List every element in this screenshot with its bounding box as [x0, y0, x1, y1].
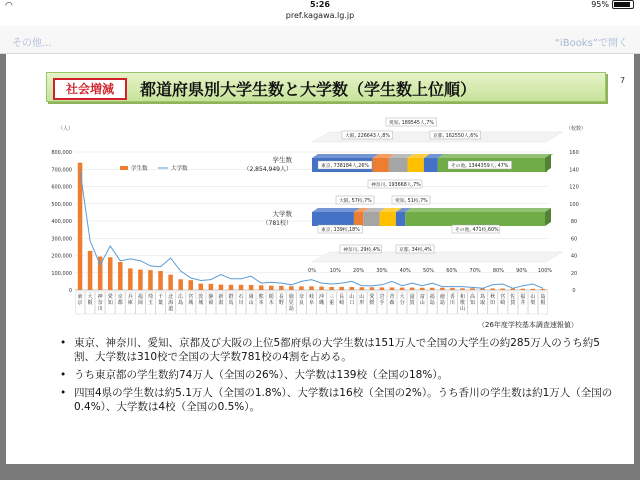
- x-tick-label: 長野: [278, 294, 284, 306]
- x-tick-label: 兵庫: [127, 294, 133, 306]
- stack-segment: [389, 158, 408, 172]
- stack-segment: [354, 212, 363, 226]
- x-tick-label: 秋田: [490, 294, 496, 306]
- inset-x-tick-label: 30%: [376, 268, 388, 274]
- x-tick-label: 神奈川: [97, 294, 103, 312]
- bar-students: [219, 285, 224, 290]
- point-universities: [412, 283, 413, 284]
- y2-tick-label: 100: [569, 201, 579, 208]
- point-universities: [291, 284, 292, 285]
- data-label: 東京, 738184人,26%: [321, 164, 369, 169]
- x-tick-label: 広島: [178, 294, 184, 306]
- data-label: 神奈川, 193668人,7%: [371, 183, 421, 188]
- bar-students: [199, 284, 204, 290]
- y-tick-label: 700,000: [51, 167, 72, 174]
- x-tick-label: 愛知: [107, 294, 113, 306]
- row-label: 大学数: [272, 210, 292, 218]
- wifi-icon: ◠: [5, 1, 13, 11]
- x-tick-label: 埼玉: [147, 294, 153, 306]
- bar-students: [128, 268, 133, 290]
- point-universities: [442, 286, 443, 287]
- data-label: 京都, 162550人,6%: [433, 134, 478, 139]
- data-label: その他, 1344359人, 47%: [451, 164, 509, 169]
- x-tick-label: 愛媛: [369, 294, 375, 306]
- x-tick-label: 福島: [429, 294, 435, 306]
- y2-tick-label: 40: [570, 253, 578, 260]
- bar-students: [349, 287, 354, 290]
- data-label: その他, 471校,60%: [455, 228, 499, 233]
- bar-students: [178, 279, 183, 290]
- bar-students: [430, 288, 435, 290]
- bar-students: [148, 270, 153, 290]
- data-label: 愛知, 51校,7%: [395, 199, 428, 204]
- x-tick-label: 新潟: [218, 294, 224, 306]
- inset-x-tick-label: 70%: [469, 268, 481, 274]
- bar-students: [450, 288, 455, 290]
- bar-students: [209, 284, 214, 290]
- point-universities: [522, 285, 523, 286]
- x-tick-label: 山口: [349, 294, 355, 306]
- bar-students: [138, 270, 143, 290]
- bar-students: [521, 289, 526, 290]
- x-tick-label: 滋賀: [409, 294, 415, 306]
- y2-tick-label: 80: [570, 219, 578, 225]
- bar-students: [511, 289, 516, 290]
- bar-students: [460, 288, 465, 290]
- stack-segment: [408, 158, 424, 172]
- y2-axis-label: （校数）: [566, 126, 587, 132]
- x-tick-label: 和歌山: [459, 294, 465, 312]
- bar-students: [531, 289, 536, 290]
- stack-segment-top: [438, 154, 554, 158]
- y-tick-label: 100,000: [51, 270, 72, 277]
- bar-students: [309, 286, 314, 290]
- point-universities: [543, 288, 544, 289]
- bar-students: [108, 257, 113, 290]
- point-universities: [341, 283, 342, 284]
- legend-students: 学生数: [131, 166, 148, 172]
- inset-x-tick-label: 80%: [492, 268, 504, 274]
- bar-students: [188, 280, 193, 290]
- y-tick-label: 500,000: [51, 201, 72, 208]
- x-tick-label: 栃木: [268, 294, 274, 306]
- bar-students: [168, 275, 173, 290]
- data-label: 東京, 139校,18%: [321, 228, 360, 233]
- bar-students: [329, 287, 334, 290]
- point-universities: [170, 258, 171, 259]
- inset-x-tick-label: 10%: [329, 268, 341, 274]
- x-tick-label: 福井: [520, 294, 526, 306]
- bar-students: [259, 285, 264, 290]
- stack-segment: [405, 212, 545, 226]
- legend-universities: 大学数: [171, 166, 188, 172]
- y2-tick-label: 60: [570, 236, 578, 243]
- y2-tick-label: 20: [570, 270, 578, 277]
- x-tick-label: 北海道: [168, 294, 174, 312]
- point-universities: [331, 284, 332, 285]
- inset-x-tick-label: 50%: [422, 268, 435, 274]
- y2-tick-label: 160: [569, 150, 579, 156]
- inset-x-tick-label: 60%: [446, 268, 458, 274]
- x-tick-label: 佐賀: [510, 294, 516, 306]
- bar-students: [158, 271, 163, 290]
- bar-students: [541, 289, 546, 290]
- bar-students: [400, 288, 405, 290]
- row-label: 学生数: [272, 156, 292, 164]
- x-tick-label: 茨城: [198, 294, 204, 306]
- bullet-list: [58, 336, 618, 418]
- legend-swatch-students: [120, 166, 128, 170]
- x-tick-label: 静岡: [208, 294, 214, 306]
- bar-students: [370, 287, 375, 290]
- x-tick-label: 山梨: [530, 294, 536, 306]
- stack-segment: [312, 212, 354, 226]
- stack-segment-top: [312, 208, 360, 212]
- bar-students: [229, 285, 234, 290]
- x-tick-label: 大阪: [87, 294, 93, 306]
- y-tick-label: 600,000: [51, 184, 72, 191]
- y2-tick-label: 140: [569, 167, 579, 174]
- row-sublabel: （781校）: [262, 220, 292, 227]
- bar-students: [339, 287, 344, 290]
- point-universities: [221, 274, 222, 275]
- data-label: 大阪, 226643人,8%: [345, 134, 390, 139]
- bullet-item: • 東京、神奈川、愛知、京都及び大阪の上位5都府県の大学生数は151万人で全国の大学生の約285万人のうち約5割、大学数は310校で全国の大学数781校の4割を占める。: [58, 336, 618, 364]
- bar-students: [360, 287, 365, 290]
- x-tick-label: 岩手: [379, 294, 385, 306]
- x-tick-label: 京都: [117, 294, 123, 306]
- point-universities: [80, 170, 81, 171]
- x-tick-label: 三重: [329, 294, 335, 306]
- point-universities: [382, 284, 383, 285]
- bar-students: [490, 288, 495, 290]
- point-universities: [533, 284, 534, 285]
- data-label: 京都, 34校,4%: [399, 248, 432, 253]
- x-tick-label: 富山: [419, 294, 425, 306]
- point-universities: [200, 280, 201, 281]
- stack-segment: [396, 212, 405, 226]
- y-tick-label: 300,000: [51, 236, 72, 243]
- x-tick-label: 岡山: [248, 294, 254, 306]
- y-tick-label: 800,000: [51, 150, 72, 156]
- stack-segment: [363, 212, 379, 226]
- bar-students: [420, 288, 425, 290]
- point-universities: [210, 279, 211, 280]
- y-tick-label: 0: [68, 288, 72, 294]
- inset-x-tick-label: 90%: [516, 268, 528, 274]
- y-axis-label: （人）: [58, 126, 74, 132]
- stack-segment-top: [312, 154, 379, 158]
- bar-students: [239, 285, 244, 290]
- x-tick-label: 奈良: [298, 294, 304, 306]
- bar-students: [440, 288, 445, 290]
- point-universities: [402, 285, 403, 286]
- y2-tick-label: 0: [572, 288, 576, 294]
- x-tick-label: 山形: [359, 294, 365, 306]
- stack-segment: [380, 212, 396, 226]
- point-universities: [351, 281, 352, 282]
- open-in-ibooks-button[interactable]: “iBooks”で開く: [554, 38, 628, 49]
- row-sublabel: （2,854,949人）: [243, 166, 292, 173]
- point-universities: [512, 288, 513, 289]
- point-universities: [90, 240, 91, 241]
- x-tick-label: 鹿児島: [288, 294, 294, 312]
- point-universities: [120, 260, 121, 261]
- x-tick-label: 東京: [77, 294, 83, 306]
- slide-title: 都道府県別大学生数と大学数（学生数上位順）: [140, 80, 477, 99]
- x-tick-label: 長崎: [339, 294, 345, 306]
- x-tick-label: 福岡: [137, 294, 143, 306]
- point-universities: [190, 278, 191, 279]
- point-universities: [462, 286, 463, 287]
- bar-students: [390, 287, 395, 290]
- point-universities: [301, 281, 302, 282]
- stack-segment: [424, 158, 438, 172]
- point-universities: [271, 282, 272, 283]
- point-universities: [502, 284, 503, 285]
- point-universities: [492, 284, 493, 285]
- bar-students: [410, 288, 415, 290]
- point-universities: [482, 288, 483, 289]
- point-universities: [452, 286, 453, 287]
- point-universities: [432, 283, 433, 284]
- point-universities: [321, 283, 322, 284]
- point-universities: [160, 266, 161, 267]
- source-note: （26年度学校基本調査速報値）: [478, 321, 578, 329]
- point-universities: [251, 276, 252, 277]
- address-bar[interactable]: pref.kagawa.lg.jp: [285, 11, 355, 20]
- status-time: 5:26: [310, 0, 330, 9]
- bar-students: [299, 286, 304, 290]
- x-tick-label: 高知: [470, 294, 476, 306]
- inset-x-tick-label: 20%: [353, 268, 365, 274]
- point-universities: [371, 285, 372, 286]
- battery-percent: 95%: [591, 0, 609, 9]
- point-universities: [472, 287, 473, 288]
- x-tick-label: 宮城: [188, 294, 194, 306]
- point-universities: [261, 283, 262, 284]
- x-tick-label: 島根: [540, 294, 546, 306]
- bar-students: [279, 286, 284, 290]
- y-tick-label: 200,000: [51, 253, 72, 260]
- back-button[interactable]: その他...: [12, 38, 52, 49]
- stack-segment: [373, 158, 389, 172]
- x-tick-label: 熊本: [258, 294, 264, 306]
- bar-students: [380, 287, 385, 290]
- bar-students: [319, 287, 324, 290]
- data-label: 愛知, 189545人,7%: [389, 121, 434, 126]
- data-label: 神奈川, 29校,4%: [343, 248, 381, 253]
- bar-students: [88, 251, 93, 290]
- point-universities: [150, 265, 151, 266]
- x-tick-label: 群馬: [228, 294, 234, 306]
- bar-students: [500, 289, 505, 290]
- point-universities: [100, 265, 101, 266]
- data-label: 大阪, 57校,7%: [339, 199, 372, 204]
- bullet-item: • 四国4県の学生数は約5.1万人（全国の1.8%）、大学数は16校（全国の2%）。うち香川の学生数は約1万人（全国の0.4%）、大学数は4校（全国の0.5%）。: [58, 386, 618, 414]
- bar-students: [118, 262, 123, 290]
- bar-students: [289, 286, 294, 290]
- bar-students: [249, 285, 254, 290]
- x-tick-label: 岐阜: [308, 294, 315, 306]
- inset-x-tick-label: 100%: [537, 268, 553, 274]
- bullet-item: • うち東京都の学生数約74万人（全国の26%）、大学数は139校（全国の18%）。: [58, 368, 618, 382]
- inset-floor: [312, 252, 563, 262]
- point-universities: [361, 285, 362, 286]
- inset-x-tick-label: 40%: [399, 268, 411, 274]
- point-universities: [392, 281, 393, 282]
- y2-tick-label: 120: [569, 184, 579, 191]
- x-tick-label: 鳥取: [480, 294, 486, 306]
- point-universities: [130, 259, 131, 260]
- x-tick-label: 千葉: [158, 294, 164, 306]
- page-number: 7: [620, 76, 626, 85]
- x-tick-label: 大分: [399, 294, 405, 306]
- point-universities: [110, 246, 111, 247]
- point-universities: [180, 271, 181, 272]
- point-universities: [231, 278, 232, 279]
- point-universities: [241, 278, 242, 279]
- x-tick-label: 徳島: [439, 294, 445, 306]
- category-badge: 社会増減: [53, 78, 127, 100]
- stack-segment-top: [405, 208, 551, 212]
- x-tick-label: 宮崎: [500, 294, 506, 306]
- y-tick-label: 400,000: [51, 219, 72, 225]
- x-tick-label: 香川: [449, 294, 455, 306]
- inset-x-tick-label: 0%: [308, 268, 316, 274]
- point-universities: [140, 260, 141, 261]
- point-universities: [281, 283, 282, 284]
- x-tick-label: 沖縄: [319, 294, 325, 306]
- x-tick-label: 青森: [389, 294, 395, 306]
- point-universities: [422, 285, 423, 286]
- bar-students: [269, 286, 274, 290]
- bar-students: [470, 288, 475, 290]
- point-universities: [311, 279, 312, 280]
- x-tick-label: 石川: [238, 294, 244, 306]
